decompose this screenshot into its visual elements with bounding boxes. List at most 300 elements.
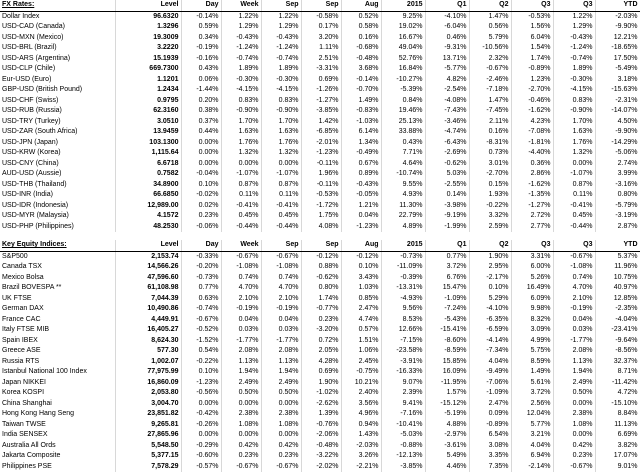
value-cell: -0.42% (181, 409, 221, 420)
value-cell: 1.11% (301, 43, 341, 54)
value-cell: 0.87% (553, 180, 595, 191)
value-cell: 2.95% (469, 262, 511, 273)
table-row (0, 201, 640, 212)
value-cell: 2.08% (553, 346, 595, 357)
table-row (0, 75, 640, 86)
value-cell: 0.83% (553, 96, 595, 107)
value-cell: 1.63% (261, 127, 301, 138)
value-cell: 4.04% (511, 441, 553, 452)
value-cell: -0.48% (341, 54, 381, 65)
row-label: Dollar Index (0, 11, 115, 22)
value-cell: -9.49% (469, 367, 511, 378)
value-cell: -0.74% (261, 54, 301, 65)
value-cell: -7.43% (425, 106, 469, 117)
value-cell: 7.71% (381, 148, 425, 159)
value-cell: 0.46% (425, 33, 469, 44)
column-header: Week (221, 0, 261, 11)
row-label: USD-RUB (Russia) (0, 106, 115, 117)
row-label: Jakarta Composite (0, 451, 115, 462)
value-cell: -0.41% (553, 201, 595, 212)
value-cell: 3.09% (511, 325, 553, 336)
value-cell: -0.44% (553, 222, 595, 233)
value-cell: 0.11% (261, 190, 301, 201)
value-cell: -2.02% (301, 462, 341, 473)
value-cell: -0.90% (261, 106, 301, 117)
level-cell: 16,405.27 (115, 325, 181, 336)
column-header: Q3 (553, 240, 595, 251)
table-row (0, 11, 640, 22)
equity-section-title: Key Equity Indices: (0, 240, 115, 251)
level-cell: 7,578.29 (115, 462, 181, 473)
value-cell: -4.08% (425, 96, 469, 107)
value-cell: -0.44% (261, 222, 301, 233)
value-cell: -16.33% (381, 367, 425, 378)
row-label: USD-CAD (Canada) (0, 22, 115, 33)
value-cell: -0.67% (261, 462, 301, 473)
value-cell: 15.47% (425, 283, 469, 294)
column-header: Week (221, 240, 261, 251)
level-cell: 15.1939 (115, 54, 181, 65)
value-cell: -10.74% (381, 169, 425, 180)
table-row (0, 180, 640, 191)
value-cell: 0.69% (301, 367, 341, 378)
value-cell: 0.43% (181, 64, 221, 75)
value-cell: 1.13% (221, 357, 261, 368)
value-cell: 0.06% (181, 75, 221, 86)
value-cell: -9.31% (425, 43, 469, 54)
value-cell: 0.45% (221, 211, 261, 222)
value-cell: 11.96% (595, 262, 640, 273)
value-cell: 1.74% (511, 54, 553, 65)
value-cell: 0.00% (261, 159, 301, 170)
value-cell: 1.43% (341, 430, 381, 441)
value-cell: -0.73% (181, 273, 221, 284)
value-cell: 0.17% (301, 22, 341, 33)
table-row (0, 388, 640, 399)
value-cell: 3.72% (511, 388, 553, 399)
value-cell: -0.74% (221, 54, 261, 65)
row-label: USD-JPN (Japan) (0, 138, 115, 149)
value-cell: -0.30% (553, 75, 595, 86)
value-cell: -7.45% (469, 106, 511, 117)
value-cell: -1.77% (553, 336, 595, 347)
value-cell: 7.35% (469, 462, 511, 473)
value-cell: -9.90% (595, 127, 640, 138)
value-cell: 1.22% (261, 11, 301, 22)
value-cell: -1.24% (553, 43, 595, 54)
value-cell: 0.00% (221, 399, 261, 410)
value-cell: 1.94% (221, 367, 261, 378)
column-header: Q3 (553, 0, 595, 11)
value-cell: -0.77% (301, 304, 341, 315)
value-cell: -0.52% (181, 325, 221, 336)
column-header: Q2 (469, 0, 511, 11)
value-cell: -0.29% (181, 441, 221, 452)
value-cell: 11.30% (381, 201, 425, 212)
level-cell: 577.30 (115, 346, 181, 357)
value-cell: 4.72% (595, 388, 640, 399)
value-cell: 4.96% (341, 409, 381, 420)
value-cell: -0.19% (221, 304, 261, 315)
row-label: USD-THB (Thailand) (0, 180, 115, 191)
value-cell: 10.75% (595, 273, 640, 284)
value-cell: -5.49% (595, 64, 640, 75)
level-cell: 1.2434 (115, 85, 181, 96)
value-cell: -2.03% (595, 11, 640, 22)
value-cell: -1.27% (301, 96, 341, 107)
table-row (0, 138, 640, 149)
value-cell: -0.75% (341, 367, 381, 378)
table-row (0, 64, 640, 75)
value-cell: -2.70% (469, 169, 511, 180)
row-label: Taiwan TWSE (0, 420, 115, 431)
value-cell: 6.04% (511, 33, 553, 44)
value-cell: 3.43% (341, 273, 381, 284)
row-label: Greece ASE (0, 346, 115, 357)
value-cell: -0.62% (301, 273, 341, 284)
value-cell: 0.00% (181, 148, 221, 159)
value-cell: 2.38% (553, 409, 595, 420)
value-cell: 0.00% (181, 138, 221, 149)
value-cell: 0.14% (425, 190, 469, 201)
value-cell: 32.37% (595, 357, 640, 368)
level-cell: 0.7582 (115, 169, 181, 180)
value-cell: 0.73% (469, 148, 511, 159)
table-row (0, 190, 640, 201)
value-cell: -2.46% (469, 75, 511, 86)
value-cell: 0.23% (261, 451, 301, 462)
row-label: Spain IBEX (0, 336, 115, 347)
value-cell: -14.29% (595, 138, 640, 149)
value-cell: 3.99% (595, 169, 640, 180)
value-cell: 8.53% (381, 315, 425, 326)
value-cell: -9.90% (595, 22, 640, 33)
value-cell: 9.55% (381, 180, 425, 191)
row-label: China Shanghai (0, 399, 115, 410)
value-cell: 0.16% (341, 33, 381, 44)
value-cell: 16.67% (381, 33, 425, 44)
row-label: Hong Kong Hang Seng (0, 409, 115, 420)
value-cell: -0.74% (553, 54, 595, 65)
level-cell: 1.3296 (115, 22, 181, 33)
value-cell: -11.09% (381, 262, 425, 273)
table-row (0, 315, 640, 326)
value-cell: 0.38% (181, 106, 221, 117)
value-cell: -0.19% (261, 304, 301, 315)
value-cell: -1.23% (341, 222, 381, 233)
value-cell: 0.67% (341, 159, 381, 170)
table-row (0, 159, 640, 170)
value-cell: 8.32% (511, 315, 553, 326)
value-cell: 0.04% (261, 315, 301, 326)
value-cell: -0.43% (221, 33, 261, 44)
level-cell: 3,004.70 (115, 399, 181, 410)
fx-header-row (0, 0, 640, 11)
row-label: S&P500 (0, 251, 115, 262)
value-cell: -1.07% (553, 169, 595, 180)
value-cell: -0.60% (181, 451, 221, 462)
level-cell: 1.1201 (115, 75, 181, 86)
value-cell: 0.74% (553, 273, 595, 284)
value-cell: -8.31% (469, 138, 511, 149)
value-cell: 1.63% (221, 127, 261, 138)
value-cell: -0.67% (181, 315, 221, 326)
value-cell: -3.98% (425, 201, 469, 212)
value-cell: -0.04% (181, 169, 221, 180)
table-row (0, 294, 640, 305)
column-header: 2015 (381, 0, 425, 11)
value-cell: 9.25% (381, 11, 425, 22)
value-cell: 3.18% (595, 75, 640, 86)
value-cell: -0.76% (301, 420, 341, 431)
value-cell: 1.06% (341, 346, 381, 357)
value-cell: 0.85% (341, 294, 381, 305)
row-label: USD-ARS (Argentina) (0, 54, 115, 65)
value-cell: 2.51% (301, 54, 341, 65)
value-cell: 2.32% (469, 54, 511, 65)
value-cell: -2.62% (301, 399, 341, 410)
value-cell: -1.07% (261, 169, 301, 180)
value-cell: 0.11% (221, 190, 261, 201)
value-cell: 0.59% (181, 22, 221, 33)
value-cell: 3.82% (595, 441, 640, 452)
value-cell: 1.96% (301, 169, 341, 180)
value-cell: -2.17% (469, 273, 511, 284)
row-label: France CAC (0, 315, 115, 326)
level-cell: 4.1572 (115, 211, 181, 222)
value-cell: -3.85% (381, 462, 425, 473)
value-cell: 3.56% (341, 399, 381, 410)
value-cell: 0.83% (221, 96, 261, 107)
value-cell: 8.84% (595, 409, 640, 420)
value-cell: -5.06% (595, 148, 640, 159)
value-cell: -1.03% (341, 117, 381, 128)
row-label: USD-ZAR (South Africa) (0, 127, 115, 138)
value-cell: -4.14% (469, 336, 511, 347)
value-cell: 0.03% (553, 325, 595, 336)
value-cell: 6.54% (469, 430, 511, 441)
value-cell: 0.00% (181, 159, 221, 170)
value-cell: 3.72% (425, 262, 469, 273)
value-cell: 19.46% (381, 106, 425, 117)
value-cell: 6.00% (511, 262, 553, 273)
value-cell: -0.46% (511, 96, 553, 107)
value-cell: 0.34% (181, 33, 221, 44)
value-cell: 5.03% (425, 169, 469, 180)
value-cell: 40.97% (595, 283, 640, 294)
value-cell: 0.50% (553, 388, 595, 399)
value-cell: -0.73% (381, 251, 425, 262)
value-cell: -1.08% (261, 262, 301, 273)
column-header: Day (181, 0, 221, 11)
value-cell: -3.46% (425, 117, 469, 128)
value-cell: -15.10% (595, 399, 640, 410)
column-header: Sep (301, 0, 341, 11)
row-label: USD-CHF (Swiss) (0, 96, 115, 107)
value-cell: 1.23% (511, 75, 553, 86)
value-cell: 0.03% (221, 325, 261, 336)
value-cell: -4.40% (511, 148, 553, 159)
level-cell: 6.6718 (115, 159, 181, 170)
value-cell: -2.14% (511, 462, 553, 473)
value-cell: -0.26% (181, 420, 221, 431)
value-cell: 0.63% (181, 294, 221, 305)
value-cell: 0.00% (261, 399, 301, 410)
value-cell: 16.09% (425, 367, 469, 378)
value-cell: -4.10% (469, 304, 511, 315)
value-cell: -1.09% (469, 388, 511, 399)
value-cell: 12.04% (511, 409, 553, 420)
value-cell: 0.00% (553, 430, 595, 441)
value-cell: -23.41% (595, 325, 640, 336)
value-cell: -0.68% (341, 43, 381, 54)
value-cell: 1.29% (261, 22, 301, 33)
value-cell: 2.08% (221, 346, 261, 357)
column-header: Q3 (511, 240, 553, 251)
value-cell: -0.57% (181, 462, 221, 473)
column-header: Level (115, 0, 181, 11)
value-cell: -8.59% (425, 346, 469, 357)
value-cell: -4.93% (381, 294, 425, 305)
value-cell: 1.93% (469, 190, 511, 201)
value-cell: -0.49% (341, 148, 381, 159)
value-cell: -3.85% (301, 106, 341, 117)
row-label: Canada TSX (0, 262, 115, 273)
value-cell: 3.21% (511, 430, 553, 441)
value-cell: 0.54% (181, 346, 221, 357)
column-header: Sep (261, 240, 301, 251)
value-cell: -0.44% (221, 222, 261, 233)
row-label: USD-INR (India) (0, 190, 115, 201)
table-row (0, 211, 640, 222)
row-label: Mexico Bolsa (0, 273, 115, 284)
value-cell: -3.20% (301, 325, 341, 336)
value-cell: -0.53% (511, 11, 553, 22)
value-cell: 1.63% (553, 127, 595, 138)
row-label: GBP-USD (British Pound) (0, 85, 115, 96)
column-header: YTD (595, 240, 640, 251)
value-cell: -5.77% (425, 64, 469, 75)
value-cell: 6.09% (511, 294, 553, 305)
value-cell: 6.76% (425, 273, 469, 284)
value-cell: -0.48% (301, 441, 341, 452)
value-cell: -0.43% (261, 33, 301, 44)
table-row (0, 325, 640, 336)
value-cell: -1.08% (553, 262, 595, 273)
value-cell: -0.11% (301, 180, 341, 191)
value-cell: -7.24% (425, 304, 469, 315)
value-cell: -13.31% (381, 283, 425, 294)
table-row (0, 117, 640, 128)
level-cell: 5,377.15 (115, 451, 181, 462)
value-cell: -6.35% (469, 315, 511, 326)
value-cell: -0.43% (341, 180, 381, 191)
value-cell: 2.72% (511, 211, 553, 222)
value-cell: -0.67% (553, 462, 595, 473)
value-cell: 1.32% (553, 148, 595, 159)
value-cell: -0.88% (381, 441, 425, 452)
row-label: Philippines PSE (0, 462, 115, 473)
value-cell: -0.11% (301, 159, 341, 170)
table-row (0, 148, 640, 159)
value-cell: 5.75% (511, 346, 553, 357)
value-cell: 1.74% (301, 294, 341, 305)
table-row (0, 43, 640, 54)
value-cell: -7.15% (381, 336, 425, 347)
value-cell: 0.80% (301, 283, 341, 294)
value-cell: 2.59% (469, 222, 511, 233)
value-cell: 1.13% (261, 357, 301, 368)
row-label: USD-KRW (Korea) (0, 148, 115, 159)
value-cell: -7.34% (469, 346, 511, 357)
value-cell: 9.98% (511, 304, 553, 315)
value-cell: 0.87% (221, 180, 261, 191)
value-cell: 12.66% (381, 325, 425, 336)
value-cell: -3.16% (595, 180, 640, 191)
table-row (0, 251, 640, 262)
value-cell: -1.23% (181, 378, 221, 389)
value-cell: -0.39% (381, 273, 425, 284)
value-cell: -0.30% (261, 75, 301, 86)
value-cell: 5.26% (511, 273, 553, 284)
value-cell: 4.88% (425, 420, 469, 431)
table-row (0, 451, 640, 462)
value-cell: 15.85% (425, 357, 469, 368)
level-cell: 96.6320 (115, 11, 181, 22)
value-cell: 1.22% (221, 11, 261, 22)
level-cell: 66.6850 (115, 190, 181, 201)
value-cell: 17.50% (595, 54, 640, 65)
value-cell: 0.37% (181, 117, 221, 128)
value-cell: -1.62% (511, 106, 553, 117)
value-cell: -10.41% (381, 420, 425, 431)
column-header: Q1 (425, 240, 469, 251)
value-cell: 2.56% (511, 399, 553, 410)
value-cell: -1.09% (425, 294, 469, 305)
value-cell: 4.70% (261, 283, 301, 294)
value-cell: 3.20% (301, 33, 341, 44)
value-cell: 1.70% (221, 117, 261, 128)
value-cell: 0.23% (221, 451, 261, 462)
value-cell: 2.10% (221, 294, 261, 305)
value-cell: 0.89% (341, 169, 381, 180)
value-cell: 4.64% (381, 159, 425, 170)
row-label: Russia RTS (0, 357, 115, 368)
value-cell: 1.34% (341, 138, 381, 149)
level-cell: 2,153.74 (115, 251, 181, 262)
value-cell: -1.27% (511, 201, 553, 212)
row-label: USD-CNY (China) (0, 159, 115, 170)
value-cell: 12.21% (595, 33, 640, 44)
value-cell: 0.42% (221, 441, 261, 452)
value-cell: 25.13% (381, 117, 425, 128)
value-cell: -1.26% (301, 85, 341, 96)
level-cell: 8,624.30 (115, 336, 181, 347)
value-cell: 9.41% (381, 399, 425, 410)
value-cell: -0.67% (221, 251, 261, 262)
level-cell: 13.9459 (115, 127, 181, 138)
value-cell: 33.88% (381, 127, 425, 138)
value-cell: -0.89% (469, 420, 511, 431)
value-cell: 13.71% (425, 54, 469, 65)
value-cell: -2.31% (595, 96, 640, 107)
value-cell: -5.39% (381, 85, 425, 96)
value-cell: -12.13% (381, 451, 425, 462)
value-cell: -1.08% (221, 262, 261, 273)
value-cell: -0.62% (425, 159, 469, 170)
column-header: Q2 (469, 240, 511, 251)
value-cell: 1.90% (469, 251, 511, 262)
